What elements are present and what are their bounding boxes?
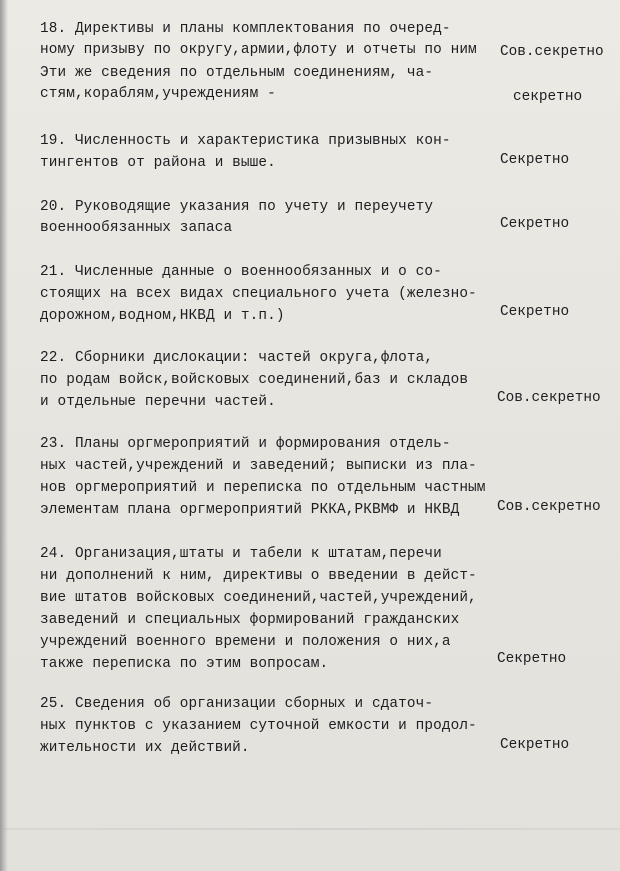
item-25-line-2: ных пунктов с указанием суточной емкости и продол- [40,718,477,734]
item-18-classification-2: секретно [513,89,583,105]
item-23-line-1: 23. Планы оргмероприятий и формирования отдель- [40,436,451,452]
item-19-line-1: 19. Численность и характеристика призывных кон- [40,133,451,149]
item-23-classification: Сов.секретно [497,499,601,515]
item-22-classification: Сов.секретно [497,390,601,406]
item-25-line-1: 25. Сведения об организации сборных и сдаточ- [40,696,434,712]
item-19-classification: Секретно [500,152,570,168]
item-18-line-2: ному призыву по округу,армии,флоту и отчеты по ним [40,42,477,58]
item-23-line-2: ных частей,учреждений и заведений; выписки из пла- [40,458,477,474]
item-23-line-4: элементам плана оргмероприятий РККА,РКВМФ и НКВД [40,502,460,518]
item-22-line-1: 22. Сборники дислокации: частей округа,флота, [40,350,434,366]
item-24-classification: Секретно [497,651,567,667]
item-24-line-6: также переписка по этим вопросам. [40,656,329,672]
item-24-line-1: 24. Организация,штаты и табели к штатам,перечи [40,546,442,562]
item-19-line-2: тингентов от района и выше. [40,155,276,171]
item-23-line-3: нов оргмероприятий и переписка по отдельным частным [40,480,486,496]
item-18-classification: Сов.секретно [500,44,604,60]
item-21-line-1: 21. Численные данные о военнообязанных и о со- [40,264,442,280]
item-20-line-1: 20. Руководящие указания по учету и переучету [40,199,434,215]
item-18-line-1: 18. Директивы и планы комплектования по очеред- [40,21,451,37]
item-22-line-3: и отдельные перечни частей. [40,394,276,410]
item-24-line-3: вие штатов войсковых соединений,частей,учреждений, [40,590,477,606]
item-24-line-2: ни дополнений к ним, директивы о введении в дейст- [40,568,477,584]
item-20-classification: Секретно [500,216,570,232]
item-18-line-3: Эти же сведения по отдельным соединениям, ча- [40,65,434,81]
page-edge-shadow [0,0,8,871]
item-21-classification: Секретно [500,304,570,320]
item-18-line-4: стям,кораблям,учреждениям - [40,86,276,102]
item-21-line-3: дорожном,водном,НКВД и т.п.) [40,308,285,324]
item-25-line-3: жительности их действий. [40,740,250,756]
item-20-line-2: военнообязанных запаса [40,220,233,236]
item-24-line-5: учреждений военного времени и положения о них,а [40,634,451,650]
item-21-line-2: стоящих на всех видах специального учета (железно- [40,286,477,302]
page-fold-line [0,828,620,830]
item-22-line-2: по родам войск,войсковых соединений,баз и складов [40,372,469,388]
item-24-line-4: заведений и специальных формирований гражданских [40,612,460,628]
item-25-classification: Секретно [500,737,570,753]
